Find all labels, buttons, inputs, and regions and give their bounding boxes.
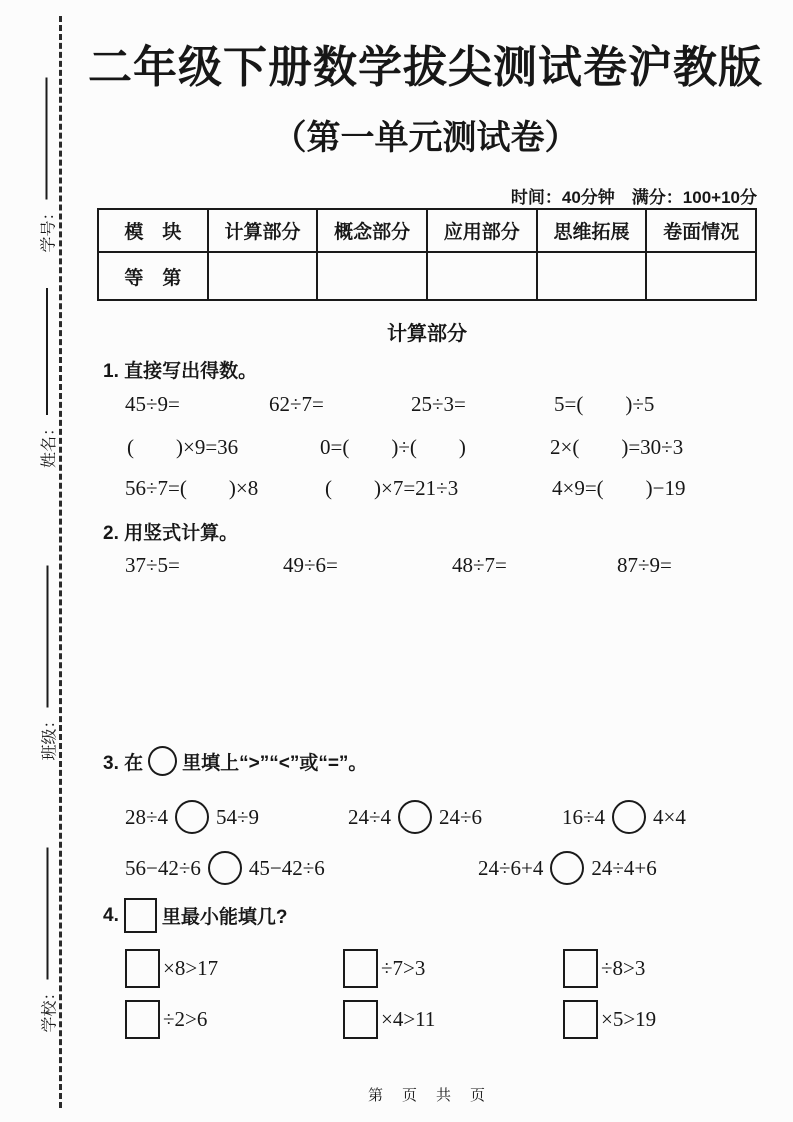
q1-row-2 bbox=[0, 435, 793, 465]
q4-expression: ×8>17 bbox=[163, 956, 219, 980]
q3-right-expression: 24÷4+6 bbox=[591, 855, 657, 880]
q4-prompt-suffix: 里最小能填几? bbox=[161, 907, 288, 928]
answer-box bbox=[343, 1000, 378, 1039]
q1-expression: 2×( )=30÷3 bbox=[550, 435, 684, 459]
q3-right-expression: 4×4 bbox=[653, 804, 686, 829]
student-id-label: 学号： bbox=[40, 204, 57, 253]
q3-right-expression: 54÷9 bbox=[216, 804, 260, 829]
q1-expression: 5=( )÷5 bbox=[554, 392, 655, 416]
score-table-header-application: 应用部分 bbox=[427, 209, 537, 252]
answer-box-icon bbox=[124, 898, 157, 933]
score-table-grade-row bbox=[98, 252, 756, 300]
q4-prompt-prefix: 4. bbox=[103, 904, 119, 926]
q3-comparison bbox=[348, 800, 482, 834]
q3-right-expression: 24÷6 bbox=[439, 804, 483, 829]
exam-time-score-info: 时间：40分钟 满分：100+10分 bbox=[510, 188, 757, 207]
q2-expression: 48÷7= bbox=[452, 553, 507, 577]
q4-item bbox=[343, 949, 425, 988]
q1-expression: 4×9=( )−19 bbox=[552, 476, 686, 500]
class-blank-line bbox=[47, 566, 49, 708]
q1-expression: 56÷7=( )×8 bbox=[125, 476, 259, 500]
school-label: 学校： bbox=[41, 984, 58, 1033]
q3-comparison bbox=[125, 851, 325, 885]
q1-expression: 45÷9= bbox=[125, 392, 180, 416]
section-title-calculation: 计算部分 bbox=[387, 323, 467, 345]
q4-item bbox=[125, 1000, 207, 1039]
q3-comparison bbox=[562, 800, 686, 834]
q1-expression: 62÷7= bbox=[269, 392, 324, 416]
q3-prompt bbox=[103, 746, 367, 776]
q1-row-1 bbox=[0, 392, 793, 422]
q4-item bbox=[563, 949, 645, 988]
class-field bbox=[37, 566, 59, 761]
page-title: 二年级下册数学拔尖测试卷沪教版 bbox=[88, 43, 763, 92]
score-table-header-module: 模 块 bbox=[98, 209, 208, 252]
page-footer: 第 页 共 页 bbox=[367, 1087, 487, 1104]
q3-prompt-prefix: 3. 在 bbox=[103, 752, 144, 774]
grade-blank-cell bbox=[427, 252, 537, 300]
q3-comparison bbox=[478, 851, 657, 885]
q3-left-expression: 16÷4 bbox=[562, 804, 606, 829]
school-field bbox=[37, 848, 59, 1033]
comparison-circle-icon bbox=[148, 746, 177, 776]
q1-expression: 25÷3= bbox=[411, 392, 466, 416]
q2-expression: 37÷5= bbox=[125, 553, 180, 577]
answer-box bbox=[563, 1000, 598, 1039]
q2-expression: 87÷9= bbox=[617, 553, 672, 577]
grade-blank-cell bbox=[646, 252, 756, 300]
school-blank-line bbox=[47, 848, 49, 980]
student-name-label: 姓名： bbox=[40, 419, 58, 468]
comparison-circle bbox=[398, 800, 432, 834]
q1-expression: ( )×9=36 bbox=[127, 435, 239, 459]
answer-box bbox=[563, 949, 598, 988]
answer-box bbox=[343, 949, 378, 988]
score-table-header-thinking: 思维拓展 bbox=[537, 209, 647, 252]
q1-prompt-text: 1. 直接写出得数。 bbox=[103, 361, 258, 382]
score-table bbox=[97, 208, 757, 301]
q2-expression: 49÷6= bbox=[283, 553, 338, 577]
q4-expression: ×4>11 bbox=[381, 1007, 436, 1031]
q3-left-expression: 24÷6+4 bbox=[478, 855, 544, 880]
comparison-circle bbox=[208, 851, 242, 885]
grade-blank-cell bbox=[537, 252, 647, 300]
q3-prompt-suffix: 里填上“>”“<”或“=”。 bbox=[182, 752, 368, 774]
score-table-header-concept: 概念部分 bbox=[317, 209, 427, 252]
q4-item bbox=[343, 1000, 435, 1039]
q4-prompt bbox=[103, 898, 287, 933]
q3-right-expression: 45−42÷6 bbox=[248, 855, 325, 880]
q3-left-expression: 28÷4 bbox=[125, 804, 169, 829]
answer-box bbox=[125, 1000, 160, 1039]
q4-expression: ÷2>6 bbox=[163, 1007, 208, 1031]
score-table-header-paper: 卷面情况 bbox=[646, 209, 756, 252]
q2-prompt bbox=[103, 518, 238, 545]
class-label: 班级： bbox=[41, 712, 58, 761]
q4-expression: ÷7>3 bbox=[381, 956, 426, 980]
grade-row-label: 等 第 bbox=[98, 252, 208, 300]
q4-item bbox=[125, 949, 218, 988]
comparison-circle bbox=[175, 800, 209, 834]
score-table-header-row bbox=[98, 209, 756, 252]
q1-expression: 0=( )÷( ) bbox=[320, 435, 466, 459]
q4-expression: ×5>19 bbox=[601, 1007, 657, 1031]
q4-expression: ÷8>3 bbox=[601, 956, 646, 980]
q4-item bbox=[563, 1000, 656, 1039]
page-subtitle: （第一单元测试卷） bbox=[272, 119, 579, 157]
q2-prompt-text: 2. 用竖式计算。 bbox=[103, 523, 239, 544]
q3-comparison bbox=[125, 800, 259, 834]
q2-row bbox=[0, 553, 793, 583]
comparison-circle bbox=[612, 800, 646, 834]
grade-blank-cell bbox=[317, 252, 427, 300]
grade-blank-cell bbox=[208, 252, 318, 300]
q1-expression: ( )×7=21÷3 bbox=[325, 476, 459, 500]
score-table-header-calculation: 计算部分 bbox=[208, 209, 318, 252]
student-id-blank-line bbox=[46, 78, 48, 200]
comparison-circle bbox=[550, 851, 584, 885]
answer-box bbox=[125, 949, 160, 988]
q1-row-3 bbox=[0, 476, 793, 506]
q1-prompt bbox=[103, 356, 257, 383]
q3-left-expression: 24÷4 bbox=[348, 804, 392, 829]
student-id-field bbox=[36, 78, 58, 253]
q3-left-expression: 56−42÷6 bbox=[125, 855, 201, 880]
